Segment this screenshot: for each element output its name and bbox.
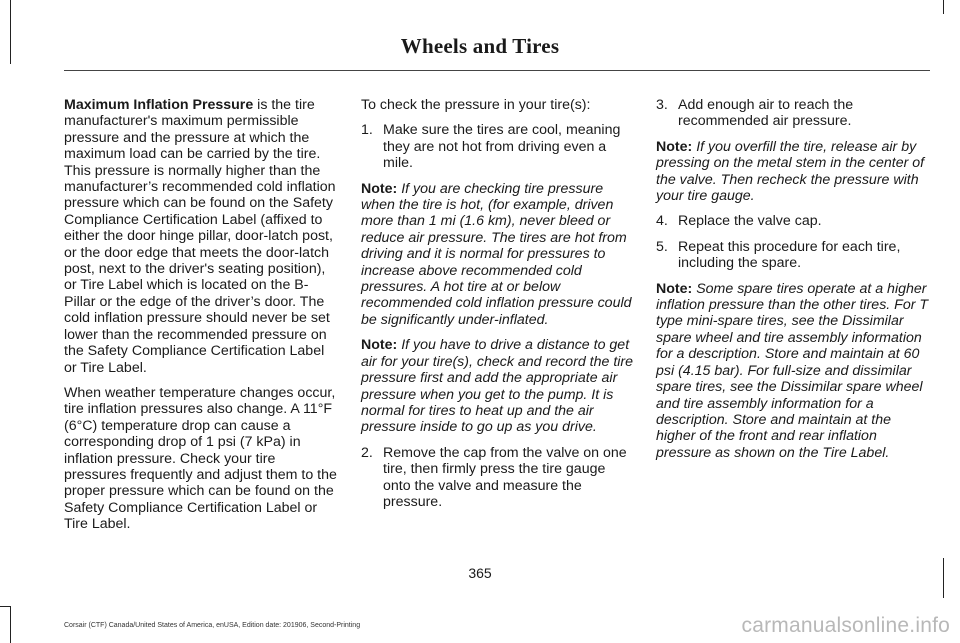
note-text: If you are checking tire pressure when the tire is hot, (for example, driven more than 1 mi (1.6 km), never bleed or reduce air pressure. The tires are hot from driving and it is normal for pressures to increase above recommended cold pressures. A hot tire at or below recommended cold inflation pressure could be significantly under-inflated. bbox=[361, 180, 632, 328]
step-number: 2. bbox=[361, 444, 373, 461]
step-text: Add enough air to reach the recommended air pressure. bbox=[678, 97, 854, 130]
crop-mark-bottom-left bbox=[10, 606, 11, 643]
check-intro: To check the pressure in your tire(s): bbox=[361, 97, 591, 113]
step-text: Repeat this procedure for each tire, including the spare. bbox=[678, 238, 901, 272]
crop-mark-top-left bbox=[10, 0, 11, 14]
page-title: Wheels and Tires bbox=[400, 34, 560, 58]
step-text: Replace the valve cap. bbox=[678, 213, 822, 230]
note-label: Note: bbox=[361, 337, 398, 354]
page-number: 365 bbox=[468, 565, 492, 581]
step-2 bbox=[361, 445, 635, 511]
step-number: 5. bbox=[656, 238, 668, 255]
temperature-paragraph: When weather temperature changes occur, tire inflation pressures also change. A 11°F (6°C) temperature drop can cause a corresponding drop of 1 psi (7 kPa) in inflation pressure. Check your tire pressures frequently and adjust them to the proper pressure which can be found on the Safety Compliance Certification Label or Tire Label. bbox=[64, 384, 337, 533]
max-inflation-paragraph bbox=[64, 97, 339, 376]
step-number: 1. bbox=[361, 122, 373, 139]
max-inflation-term: Maximum Inflation Pressure bbox=[64, 97, 254, 113]
note-text: If you have to drive a distance to get air for your tire(s), check and record the tire pressure first and add the appropriate air pressure when you get to the pump. It is normal for tires to heat up and the air pressure inside to go up as you drive. bbox=[361, 337, 634, 436]
column-right bbox=[656, 97, 931, 470]
step-5 bbox=[656, 239, 931, 272]
step-1 bbox=[361, 122, 635, 171]
note-overfill bbox=[656, 139, 931, 205]
note-hot-tire bbox=[361, 181, 635, 329]
note-label: Note: bbox=[361, 180, 398, 197]
edition-footer: Corsair (CTF) Canada/United States of America, enUSA, Edition date: 201906, Second-Printing bbox=[64, 622, 361, 629]
column-left bbox=[64, 97, 339, 542]
step-text: Make sure the tires are cool, meaning they are not hot from driving even a mile. bbox=[383, 122, 621, 172]
note-text: Some spare tires operate at a higher inflation pressure than the other tires. For T type mini-spare tires, see the Dissimilar spare wheel and tire assembly information for a description. Store and maintain at 60 psi (4.15 bar). For full-size and dissimilar spare tires, see the Dissimilar spare wheel and tire assembly information for a description. Store and maintain at the higher of the front and rear inflation pressure as shown on the Tire Label. bbox=[656, 280, 929, 461]
watermark: carmanualsonline.info bbox=[741, 614, 950, 637]
crop-mark-top-right bbox=[943, 0, 944, 14]
note-label: Note: bbox=[656, 138, 693, 155]
step-text: Remove the cap from the valve on one tire, then firmly press the tire gauge onto the valve and measure the pressure. bbox=[383, 444, 627, 510]
step-3 bbox=[656, 97, 931, 130]
header-divider bbox=[64, 70, 930, 71]
note-drive-for-air bbox=[361, 337, 635, 435]
step-number: 3. bbox=[656, 97, 668, 113]
note-spare-tires bbox=[656, 281, 931, 461]
step-4 bbox=[656, 213, 931, 229]
note-label: Note: bbox=[656, 280, 693, 297]
crop-mark-bottom-left-h bbox=[0, 606, 10, 607]
step-number: 4. bbox=[656, 213, 668, 230]
note-text: If you overfill the tire, release air by pressing on the metal stem in the center of the valve. Then recheck the pressure with your tire gauge. bbox=[656, 138, 925, 205]
max-inflation-text: is the tire manufacturer's maximum permissible pressure and the pressure at which the maximum load can be carried by the tire. This pressure is normally higher than the manufacturer’s recommended cold inflation pressure which can be found on the Safety Compliance Certification Label (affixed to either the door hinge pillar, door-latch post, or the door edge that meets the door-latch post, next to the driver's seating position), or Tire Label which is located on the B-Pillar or the edge of the driver’s door. The cold inflation pressure should never be set lower than the recommended pressure on the Safety Compliance Certification Label or Tire Label. bbox=[64, 97, 336, 376]
column-middle bbox=[361, 97, 635, 519]
